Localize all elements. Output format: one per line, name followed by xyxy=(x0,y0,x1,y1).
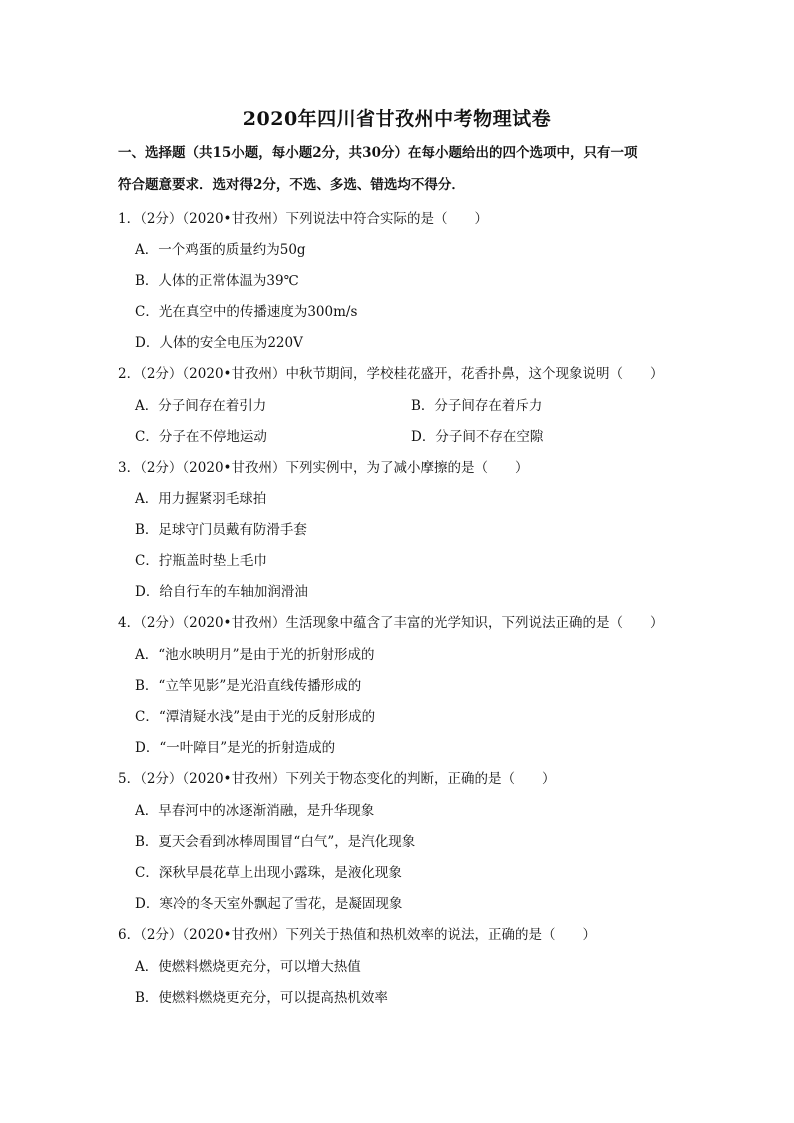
question-6-stem: 6．（2分）（2020•甘孜州）下列关于热值和热机效率的说法，正确的是（ ） xyxy=(118,927,596,943)
question-5-stem: 5．（2分）（2020•甘孜州）下列关于物态变化的判断，正确的是（ ） xyxy=(118,771,556,787)
question-6-option-b: B．使燃料燃烧更充分，可以提高热机效率 xyxy=(135,990,388,1006)
section-instruction-line-1: 一、选择题（共15小题，每小题2分，共30分）在每小题给出的四个选项中，只有一项 xyxy=(118,145,638,161)
question-4-option-d: D．“一叶障目”是光的折射造成的 xyxy=(135,740,336,756)
question-2-stem: 2．（2分）（2020•甘孜州）中秋节期间，学校桂花盛开，花香扑鼻，这个现象说明（ ） xyxy=(118,366,664,382)
page-title: 2020年四川省甘孜州中考物理试卷 xyxy=(242,108,552,130)
question-5-option-c: C．深秋早晨花草上出现小露珠，是液化现象 xyxy=(135,865,402,881)
question-5-option-d: D．寒冷的冬天室外飘起了雪花，是凝固现象 xyxy=(135,896,403,912)
question-1-option-a: A．一个鸡蛋的质量约为50g xyxy=(135,242,306,258)
question-5-option-b: B．夏天会看到冰棒周围冒“白气”，是汽化现象 xyxy=(135,834,416,850)
question-3-option-a: A．用力握紧羽毛球拍 xyxy=(135,491,267,507)
question-4-option-a: A．“池水映明月”是由于光的折射形成的 xyxy=(135,647,375,663)
question-3-stem: 3．（2分）（2020•甘孜州）下列实例中，为了减小摩擦的是（ ） xyxy=(118,460,529,476)
question-3-option-c: C．拧瓶盖时垫上毛巾 xyxy=(135,553,267,569)
section-instruction-line-2: 符合题意要求．选对得2分，不选、多选、错选均不得分． xyxy=(118,177,465,193)
question-4-stem: 4．（2分）（2020•甘孜州）生活现象中蕴含了丰富的光学知识，下列说法正确的是（ ） xyxy=(118,615,664,631)
question-2-option-b: B．分子间存在着斥力 xyxy=(411,398,543,414)
question-5-option-a: A．早春河中的冰逐渐消融，是升华现象 xyxy=(135,803,375,819)
question-6-option-a: A．使燃料燃烧更充分，可以增大热值 xyxy=(135,959,361,975)
question-1-option-d: D．人体的安全电压为220V xyxy=(135,335,303,351)
question-1-option-b: B．人体的正常体温为39℃ xyxy=(135,273,299,289)
question-2-option-c: C．分子在不停地运动 xyxy=(135,429,267,445)
question-4-option-c: C．“潭清疑水浅”是由于光的反射形成的 xyxy=(135,709,376,725)
question-1-stem: 1．（2分）（2020•甘孜州）下列说法中符合实际的是（ ） xyxy=(118,211,488,227)
question-3-option-d: D．给自行车的车轴加润滑油 xyxy=(135,584,308,600)
question-2-option-a: A．分子间存在着引力 xyxy=(135,398,267,414)
question-3-option-b: B．足球守门员戴有防滑手套 xyxy=(135,522,307,538)
question-1-option-c: C．光在真空中的传播速度为300m/s xyxy=(135,304,358,320)
question-2-option-d: D．分子间不存在空隙 xyxy=(411,429,544,445)
question-4-option-b: B．“立竿见影”是光沿直线传播形成的 xyxy=(135,678,362,694)
